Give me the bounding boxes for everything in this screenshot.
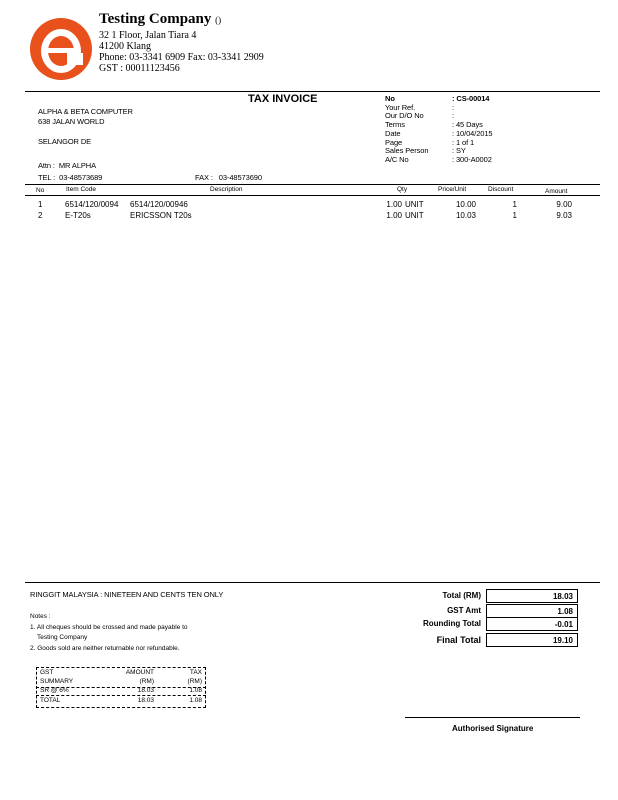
col-header-qty: Qty [397, 186, 408, 193]
meta-value: : 45 Days [452, 120, 483, 130]
cell-code: E-T20s [65, 211, 91, 220]
gst-summary-total-label: TOTAL [40, 697, 61, 704]
col-header-desc: Description [210, 186, 243, 193]
customer-block [38, 107, 133, 147]
meta-label: Terms [385, 120, 405, 130]
company-name: Testing Company () [99, 11, 222, 27]
cell-desc: ERICSSON T20s [130, 211, 192, 220]
meta-value: : SY [452, 146, 466, 156]
meta-label: Sales Person [385, 146, 429, 156]
customer-tel: TEL : 03-48573689 [38, 173, 103, 182]
gst-summary-row-amount: 18.03 [137, 687, 154, 694]
col-header-code: Item Code [66, 186, 96, 193]
customer-address2: SELANGOR DE [38, 137, 92, 146]
gst-summary-total-amount: 18.03 [137, 697, 154, 704]
col-header-discount: Discount [488, 186, 514, 193]
document-title: TAX INVOICE [248, 93, 318, 105]
meta-label: Our D/O No [385, 111, 424, 121]
meta-label: No [385, 94, 395, 103]
customer-name: ALPHA & BETA COMPUTER [38, 107, 133, 116]
customer-fax: FAX : 03-48573690 [195, 173, 262, 182]
gst-summary-total-tax: 1.08 [189, 697, 202, 704]
meta-value: : CS-00014 [452, 94, 490, 103]
cell-amount: 9.00 [556, 200, 572, 209]
company-logo [27, 15, 95, 83]
meta-row [385, 156, 493, 165]
header-divider [25, 91, 600, 92]
table-top-line [25, 184, 600, 185]
col-header-no: No [36, 187, 45, 194]
total-value: 1.08 [486, 604, 578, 618]
meta-value: : [452, 111, 454, 121]
note-1a: 1. All cheques should be crossed and made payable to [30, 623, 188, 631]
gst-summary-row-label: SR @ 6% [40, 687, 69, 694]
company-address: 32 1 Floor, Jalan Tiara 4 41200 Klang Phone: 03-3341 6909 Fax: 03-3341 2909 GST : 00011123456 [99, 30, 264, 74]
cell-price: 10.00 [455, 200, 476, 209]
note-1b: Testing Company [37, 634, 88, 641]
total-label: Rounding Total [422, 619, 481, 628]
table-header-line [25, 195, 600, 196]
note-2: 2. Goods sold are neither returnable nor refundable. [30, 644, 180, 652]
meta-label: Page [385, 137, 403, 147]
meta-value: : 300-A0002 [452, 154, 492, 164]
customer-attn: Attn : MR ALPHA [38, 161, 97, 170]
gst-summary-heading: GST SUMMARY [40, 669, 74, 685]
total-value: 19.10 [486, 633, 578, 647]
cell-desc: 6514/120/00946 [130, 200, 188, 209]
gst-summary-line2 [36, 695, 206, 696]
notes [30, 612, 188, 654]
gst-summary-amount-heading: AMOUNT (RM) [125, 669, 154, 685]
meta-label: Date [385, 128, 401, 138]
meta-value: : [452, 102, 454, 112]
meta-value: : 1 of 1 [452, 137, 475, 147]
total-value: -0.01 [486, 617, 578, 631]
amount-in-words: RINGGIT MALAYSIA : NINETEEN AND CENTS TEN ONLY [30, 590, 224, 599]
signature-label: Authorised Signature [452, 724, 534, 733]
cell-amount: 9.03 [556, 211, 572, 220]
customer-address1: 638 JALAN WORLD [38, 117, 105, 126]
footer-divider [25, 582, 600, 583]
cell-unit: UNIT [405, 211, 424, 220]
cell-disc: 1 [512, 200, 517, 209]
cell-no: 1 [38, 200, 43, 209]
cell-code: 6514/120/0094 [65, 200, 119, 209]
meta-block [385, 95, 493, 165]
cell-disc: 1 [512, 211, 517, 220]
cell-no: 2 [38, 211, 43, 220]
meta-label: Your Ref. [385, 102, 416, 112]
col-header-amount: Amount [545, 188, 568, 195]
meta-value: : 10/04/2015 [452, 128, 493, 138]
company-suffix: () [215, 15, 222, 25]
total-label: GST Amt [447, 606, 481, 615]
total-label: Total (RM) [442, 591, 481, 600]
cell-qty: 1.00 [386, 200, 402, 209]
notes-title: Notes : [30, 613, 51, 620]
gst-summary-row-tax: 1.08 [189, 687, 202, 694]
cell-price: 10.03 [455, 211, 476, 220]
cell-unit: UNIT [405, 200, 424, 209]
col-header-price: Price/Unit [438, 186, 467, 193]
total-value: 18.03 [486, 589, 578, 603]
total-label: Final Total [436, 635, 481, 645]
meta-label: A/C No [385, 154, 409, 164]
gst-summary-tax-heading: TAX (RM) [187, 669, 202, 685]
cell-qty: 1.00 [386, 211, 402, 220]
signature-line [405, 717, 580, 718]
